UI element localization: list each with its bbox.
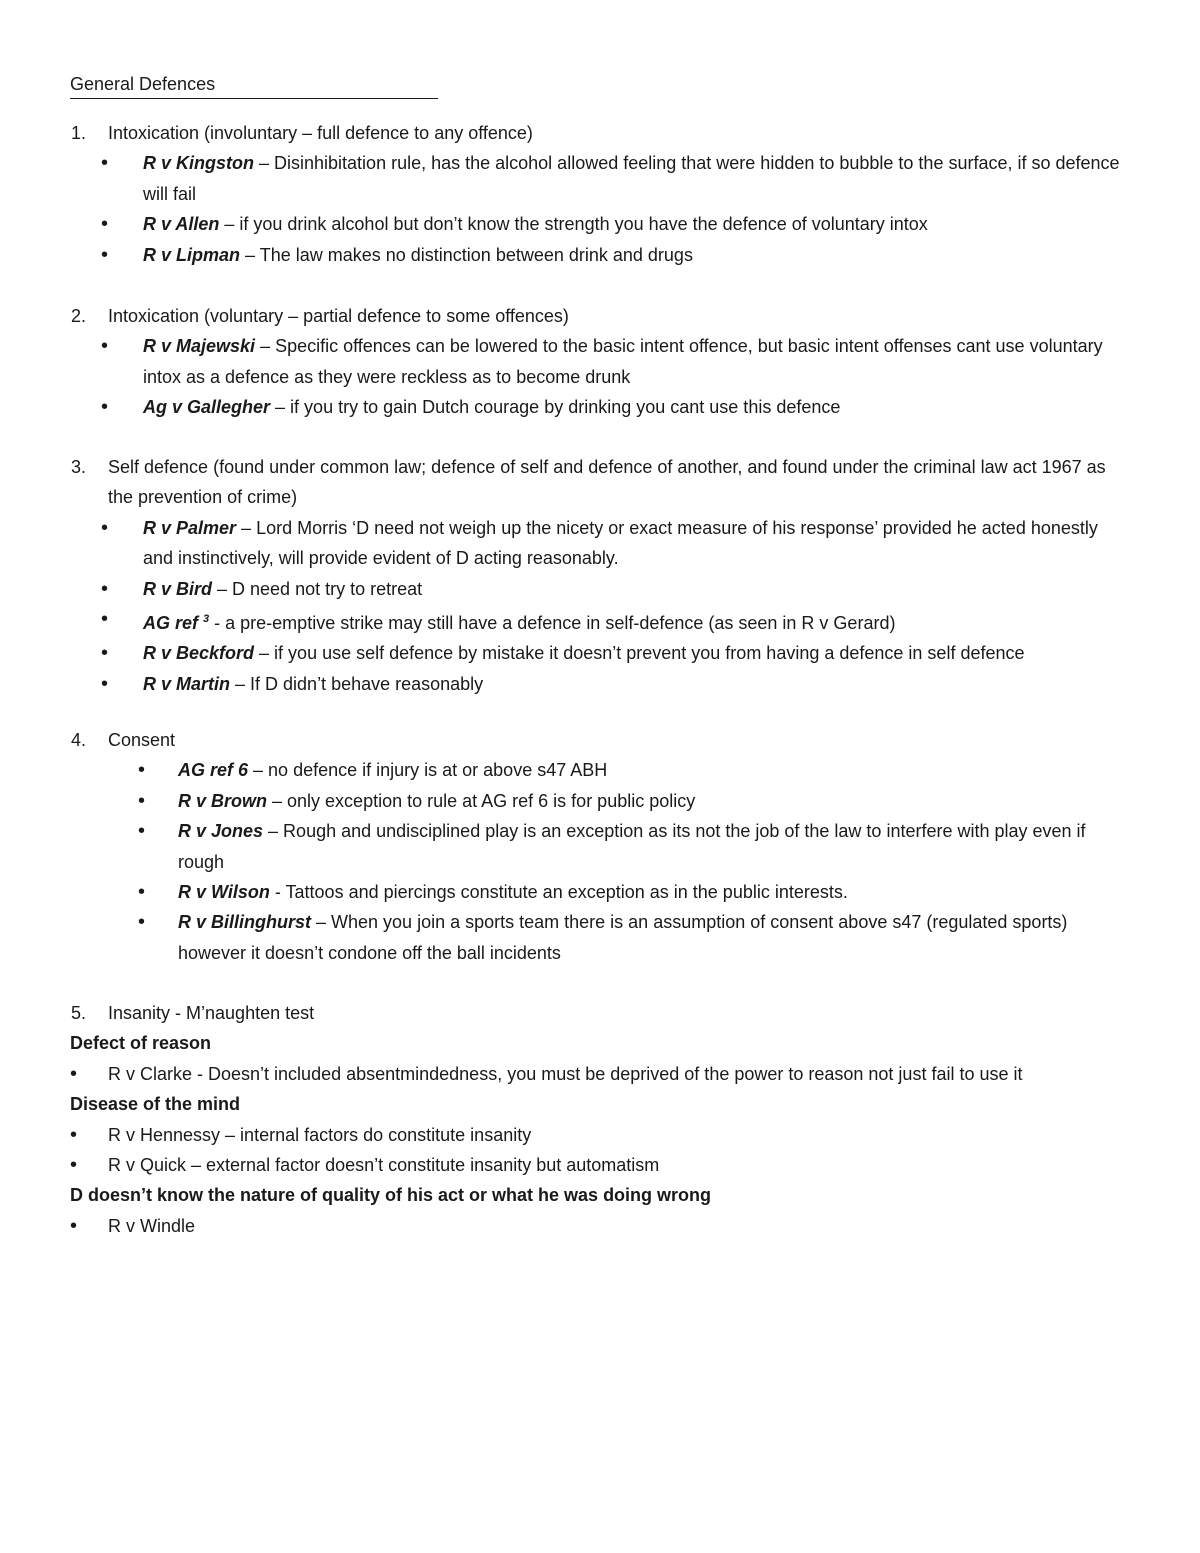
case-text: – Rough and undisciplined play is an exception as its not the job of the law to interfere with play even if rough [178,821,1086,872]
list-item [0,638,1200,668]
bullet-icon: • [101,608,109,631]
case-text: R v Quick – external factor doesn’t constitute insanity but automatism [108,1155,660,1176]
case-name: R v Bird [143,578,213,599]
list-item [0,209,1200,239]
case-name: R v Martin [143,673,231,694]
list-item [0,669,1200,699]
list-item [0,240,1200,270]
bullet-icon: • [101,672,109,695]
section-number: 4. [70,730,86,750]
bullet-icon: • [138,759,146,782]
list-item [0,786,1200,816]
list-item [0,604,1200,638]
case-text: – only exception to rule at AG ref 6 is for public policy [267,790,696,811]
case-name: Ag v Gallegher [143,397,271,418]
case-list [0,1120,1200,1181]
case-list [0,755,1200,968]
case-list [0,1211,1200,1241]
case-text: – no defence if injury is at or above s47 ABH [248,760,608,781]
bullet-icon: • [70,1214,78,1237]
case-name: AG ref [143,613,199,634]
bullet-icon: • [138,881,146,904]
list-item [0,877,1200,907]
bullet-icon: • [138,911,146,934]
bullet-icon: • [138,789,146,812]
case-list [0,1059,1200,1089]
superscript: 3 [203,613,210,626]
section-2 [0,301,1200,423]
section-heading [0,118,1200,148]
list-item [0,392,1200,422]
bullet-icon: • [101,243,109,266]
subsection-heading: Disease of the mind [70,1094,241,1115]
section-1 [0,118,1200,270]
list-item [0,1211,1200,1241]
case-text: – if you drink alcohol but don’t know the strength you have the defence of voluntary intox [219,214,928,235]
case-text: – When you join a sports team there is an assumption of consent above s47 (regulated sports) however it doesn’t condone off the ball incidents [178,912,1068,963]
section-number: 1. [70,123,86,143]
case-name: R v Palmer [143,517,237,538]
section-heading-text: Intoxication (involuntary – full defence to any offence) [108,123,533,143]
list-item [0,755,1200,785]
list-item [0,816,1200,877]
list-item [0,907,1200,968]
bullet-icon: • [70,1154,78,1177]
case-text: – If D didn’t behave reasonably [230,673,484,694]
section-heading [0,998,1200,1028]
list-item [0,148,1200,209]
case-name: R v Majewski [143,336,256,357]
section-5 [0,998,1200,1241]
list-item [0,1120,1200,1150]
section-number: 5. [70,1003,86,1023]
section-heading-text: Consent [108,730,176,750]
case-text: – Specific offences can be lowered to the basic intent offence, but basic intent offenses cant use voluntary intox as a defence as they were reckless as to become drunk [143,336,1103,387]
list-item [0,331,1200,392]
list-item [0,513,1200,574]
bullet-icon: • [101,152,109,175]
case-name: R v Kingston [143,153,254,174]
subsection-heading: D doesn’t know the nature of quality of his act or what he was doing wrong [70,1185,712,1206]
list-item [0,574,1200,604]
subsection-heading: Defect of reason [70,1033,212,1054]
document-title: General Defences [70,70,438,99]
bullet-icon: • [101,516,109,539]
bullet-icon: • [101,577,109,600]
case-text: - Tattoos and piercings constitute an exception as in the public interests. [269,882,848,903]
bullet-icon: • [70,1062,78,1085]
case-list [0,148,1200,270]
case-name: R v Beckford [143,643,255,664]
section-heading [0,725,1200,755]
case-text: R v Hennessy – internal factors do constitute insanity [108,1124,532,1145]
case-text: – if you try to gain Dutch courage by drinking you cant use this defence [270,397,841,418]
bullet-icon: • [101,642,109,665]
case-name: R v Wilson [178,882,270,903]
section-number: 3. [70,457,86,477]
list-item [0,1150,1200,1180]
case-list [0,513,1200,699]
bullet-icon: • [70,1123,78,1146]
case-list [0,331,1200,422]
case-text: – if you use self defence by mistake it doesn’t prevent you from having a defence in self defence [254,643,1025,664]
section-heading [0,301,1200,331]
case-text: R v Clarke - Doesn’t included absentmindedness, you must be deprived of the power to reason not just fail to use it [108,1063,1023,1084]
case-text: – Lord Morris ‘D need not weigh up the nicety or exact measure of his response’ provided he acted honestly and instinctively, will provide evident of D acting reasonably. [143,517,1098,569]
section-4 [0,725,1200,968]
case-name: AG ref 6 [178,760,249,781]
section-heading-text: Intoxication (voluntary – partial defence to some offences) [108,306,569,326]
bullet-icon: • [101,335,109,358]
case-text: R v Windle [108,1215,196,1236]
case-name: R v Billinghurst [178,912,312,933]
section-heading [0,452,1200,513]
bullet-icon: • [101,396,109,419]
section-heading-text: Insanity - M’naughten test [108,1003,315,1023]
section-heading-text: Self defence (found under common law; defence of self and defence of another, and found under the criminal law act 1967 as the prevention of crime) [108,457,1106,508]
case-name: R v Jones [178,821,264,842]
section-3 [0,452,1200,699]
section-number: 2. [70,306,86,326]
case-name: R v Lipman [143,244,241,265]
case-name: R v Brown [178,790,268,811]
bullet-icon: • [138,820,146,843]
case-text: – The law makes no distinction between drink and drugs [240,244,693,265]
bullet-icon: • [101,213,109,236]
list-item [0,1059,1200,1089]
case-text: – Disinhibitation rule, has the alcohol allowed feeling that were hidden to bubble to the surface, if so defence will fail [143,153,1120,204]
case-text: - a pre-emptive strike may still have a defence in self-defence (as seen in R v Gerard) [209,613,896,634]
case-name: R v Allen [143,214,220,235]
case-text: – D need not try to retreat [212,578,423,599]
